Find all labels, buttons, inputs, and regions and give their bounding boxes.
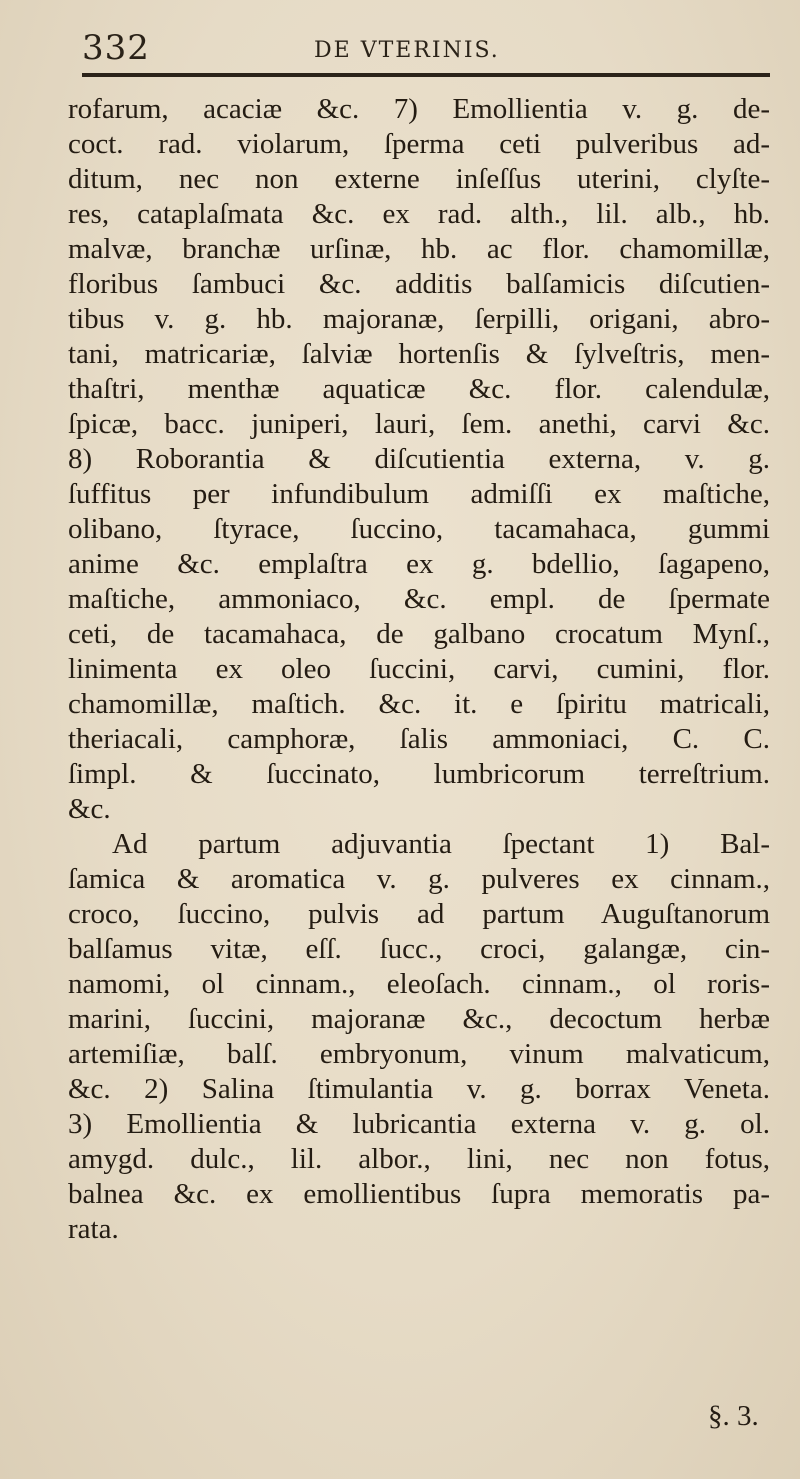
body-text	[68, 92, 770, 1247]
text-line: thaſtri, menthæ aquaticæ &c. flor. calendulæ,	[68, 373, 770, 405]
text-line: &c. 2) Salina ſtimulantia v. g. borrax Veneta.	[68, 1073, 770, 1105]
text-line: namomi, ol cinnam., eleoſach. cinnam., ol roris-	[68, 968, 770, 1000]
text-line: balſamus vitæ, eſſ. ſucc., croci, galangæ, cin-	[68, 933, 770, 965]
text-line: anime &c. emplaſtra ex g. bdellio, ſagapeno,	[68, 548, 770, 580]
text-line: ceti, de tacamahaca, de galbano crocatum Mynſ.,	[68, 618, 770, 650]
running-title: DE VTERINIS.	[314, 38, 500, 63]
text-line: ſamica & aromatica v. g. pulveres ex cinnam.,	[68, 863, 770, 895]
text-line: theriacali, camphoræ, ſalis ammoniaci, C. C.	[68, 723, 770, 755]
text-line: linimenta ex oleo ſuccini, carvi, cumini, flor.	[68, 653, 770, 685]
text-line: ſpicæ, bacc. juniperi, lauri, ſem. anethi, carvi &c.	[68, 408, 770, 440]
text-line: croco, ſuccino, pulvis ad partum Auguſtanorum	[68, 898, 770, 930]
text-line: Ad partum adjuvantia ſpectant 1) Bal-	[112, 828, 770, 860]
page-number: 332	[82, 28, 150, 68]
text-line: balnea &c. ex emollientibus ſupra memoratis pa-	[68, 1178, 770, 1210]
page-header	[82, 28, 772, 72]
text-line: ſimpl. & ſuccinato, lumbricorum terreſtrium.	[68, 758, 770, 790]
text-line: res, cataplaſmata &c. ex rad. alth., lil. alb., hb.	[68, 198, 770, 230]
text-line: coct. rad. violarum, ſperma ceti pulveribus ad-	[68, 128, 770, 160]
text-line: tani, matricariæ, ſalviæ hortenſis & ſylveſtris, men-	[68, 338, 770, 370]
text-line: amygd. dulc., lil. albor., lini, nec non fotus,	[68, 1143, 770, 1175]
text-line: ſuffitus per infundibulum admiſſi ex maſtiche,	[68, 478, 770, 510]
catchword: §. 3.	[708, 1400, 759, 1432]
text-line: maſtiche, ammoniaco, &c. empl. de ſpermate	[68, 583, 770, 615]
header-rule	[82, 73, 770, 77]
text-line: rata.	[68, 1213, 119, 1245]
text-line: olibano, ſtyrace, ſuccino, tacamahaca, gummi	[68, 513, 770, 545]
text-line: chamomillæ, maſtich. &c. it. e ſpiritu matricali,	[68, 688, 770, 720]
text-line: 8) Roborantia & diſcutientia externa, v. g.	[68, 443, 770, 475]
text-line: &c.	[68, 793, 111, 825]
text-line: floribus ſambuci &c. additis balſamicis diſcutien-	[68, 268, 770, 300]
text-line: tibus v. g. hb. majoranæ, ſerpilli, origani, abro-	[68, 303, 770, 335]
text-line: malvæ, branchæ urſinæ, hb. ac flor. chamomillæ,	[68, 233, 770, 265]
text-line: rofarum, acaciæ &c. 7) Emollientia v. g. de-	[68, 93, 770, 125]
text-line: ditum, nec non externe inſeſſus uterini, clyſte-	[68, 163, 770, 195]
text-line: artemiſiæ, balſ. embryonum, vinum malvaticum,	[68, 1038, 770, 1070]
text-line: marini, ſuccini, majoranæ &c., decoctum herbæ	[68, 1003, 770, 1035]
text-line: 3) Emollientia & lubricantia externa v. g. ol.	[68, 1108, 770, 1140]
